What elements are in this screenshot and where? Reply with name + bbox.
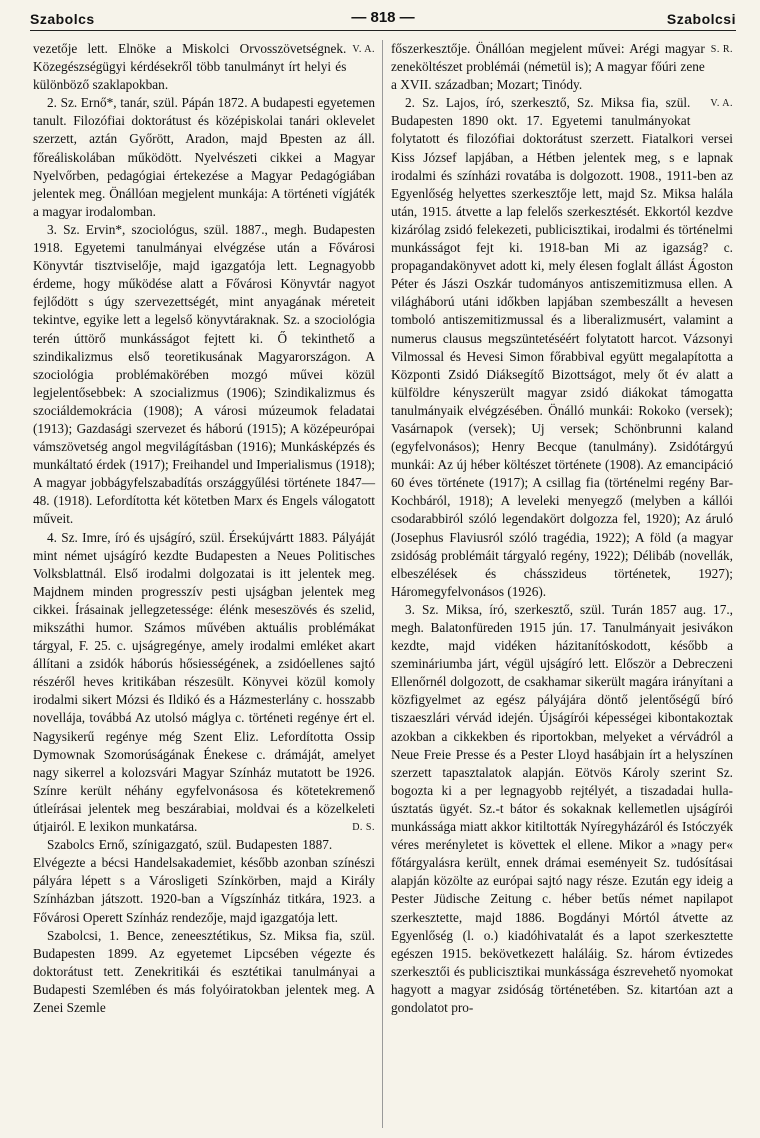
entry-szabolcsi-miksa: [391, 601, 733, 1017]
right-column: [391, 40, 733, 1017]
entry-szabolcs-erno-director: [33, 836, 375, 926]
running-head: [30, 8, 736, 31]
entry-szabolcsi-lajos: [391, 94, 733, 601]
header-left-headword: Szabolcs: [30, 11, 95, 27]
author-signature: V. A.: [352, 44, 375, 55]
entry-text: főszerkesztője. Önállóan megjelent művei: Arégi magyar zeneköltészet problémái (németül is); A magyar főúri zene a XVII. században; Mozart; Tinódy.: [391, 41, 705, 93]
entry-text: Szabolcs Ernő, színigazgató, szül. Budapesten 1887. Elvégezte a bécsi Handelsakademiet, később azonban színészi pályára lépett s a Városligeti Színkörben, majd a Király Színházban játszott. 1920-ban a Vígszínház titkára, 1923. a Fővárosi Operett Színház rendezője, majd igazgatója lett.: [33, 837, 375, 925]
page-number: — 818 —: [351, 9, 415, 26]
header-right-headword: Szabolcsi: [666, 11, 736, 27]
author-signature: S. R.: [710, 44, 733, 55]
author-signature: V. A.: [710, 98, 733, 110]
entry-text: 4. Sz. Imre, író és ujságíró, szül. Érsekújvártt 1883. Pályáját mint német ujságíró kezdte Budapesten a Neues Politisches Volksblattnál. Első irodalmi dolgozatai is itt jelentek meg. Majdnem minden progresszív pesti ujságban jelentek meg cikkei. Írásainak jellegzetessége: élénk meseszövés és szelid, mikszáthi humor. Számos művében aktuális problémákat tárgyal, F. 25. c. ujságregénye, amely irodalmi emléket akart állítani a zsidók háborús hősiességének, a zsidóellenes sajtó részéről heves kritikában részesült. Könyvei közül komoly irodalmi sikert Mózsi és Ildikó és a Házmesterlány c. hosszabb novellája, továbbá Az utolsó máglya c. történeti regénye ért el. Nagysikerű regénye még Szent Eliz. Lefordította Ossip Dymownak Szomorúságának Énekese c. drámáját, amelyet nagy sikerrel a kolozsvári Magyar Színház mutatott be 1926. Színre került néhány egyfelvonásosa és kötetekremenő útleírásai jelentek meg beszárabiai, moldvai és a közelkeleti útjairól. E lexikon munkatársa.: [33, 529, 375, 835]
entry-szabolcs-ervin: [33, 221, 375, 529]
entry-continuation: [33, 40, 375, 94]
entry-continuation: [391, 40, 733, 94]
entry-text: 2. Sz. Ernő*, tanár, szül. Pápán 1872. A budapesti egyetemen tanult. Filozófiai doktorátust és középiskolai tanári oklevelet szerzett, aztán Győrött, Aradon, majd Bpesten az áll. főreáliskolában működött. Nyelvészeti cikkei a Magyar Nyelvőrben, pedagógiai értekezése a Magyar Pedagógiában jelentek meg. Önállóan megjelent munkája: A történeti vígjáték a magyar irodalomban.: [33, 95, 375, 219]
entry-text: 2. Sz. Lajos, író, szerkesztő, Sz. Miksa fia, szül. Budapesten 1890 okt. 17. Egyetemi tanulmányokat folytatott és filozófiai doktorátust szerzett. Fiatalkori versei Kiss József lapjában, a Hétben jelentek meg, s e lapnak irodalmi és színházi rovatába is dolgozott. 1908., 1911-ben az Egyenlőség helyettes szerkesztője lett, majd Sz. Miksa halála után, 1915. átvette a lap felelős szerkesztését. Ekkortól kezdve kizárólag zsidó felekezeti, publicisztikai, irodalmi és történelmi munkásságot fejt ki. 1918-ban Mi az igazság? c. propagandakönyvet adott ki, mely élesen foglalt állást Ágoston Péter és Jászi Oszkár tudományos antiszemitizmusa ellen. A világháború utáni időkben lapjában szembeszállt a hevesen tomboló antiszemitizmussal és a liberalizmusért, valamint a numerus clausus megszüntetéséért folytatott harcot. Vázsonyi Vilmossal és Hevesi Simon főrabbival együtt megalapította a Központi Zsidó Diáksegítő Bizottságot, mely őt év alatt a külföldre kényszerült magyar zsidó diákokat támogatta tanulmányaik elvégzésében. Önálló munkái: Rokoko (versek); Vasárnapok (versek); Uj versek; Schönbrunni kaland (egyfelvonásos); Henry Becque (tanulmány). Zsidótárgyú munkái: Az új héber költészet története (1908). Az emancipáció 60 éves története (1917); A csillag fia (történelmi regény Bar-Kochbáról, 1918); A leveleki menyegző (melyben a kállói csodarabbiról szóló legendakört dolgozza fel, 1920); Az áruló (Josephus Flaviusról szóló tragédia, 1922); A föld (a magyar zsidóság problémáit tárgyaló regény, 1922); Délibáb (novellák, elbeszélések és chásszideus történetek, 1927); Háromegyfelvonásos (1926).: [391, 95, 733, 599]
author-signature: D. S.: [352, 822, 375, 834]
entry-szabolcsi-bence: [33, 927, 375, 1017]
entry-text: 3. Sz. Ervin*, szociológus, szül. 1887., megh. Budapesten 1918. Egyetemi tanulmányai elvégzése után a Fővárosi Könyvtár tisztviselője, majd igazgatója lett. Legnagyobb érdeme, hogy működése alatt a Fővárosi Könyvtár nagyot fejlődött s úgy szervezettségét, mint anyagának méreteit tekintve, egyike lett a legelső könyvtáraknak. Sz. a szociológia terén úttörő munkásságot fejtett ki. Ő tekinthető a szindikalizmus első teoretikusának Magyarországon. A szociológia problémakörében mozgó művei közül legjelentősebbek: A szocializmus (1906); Szindikalizmus és szociáldemokrácia (1908); A városi múzeumok feladatai (1913); Gazdasági szervezet és háború (1915); A középeurópai vámszövetség angol megvilágításban (1916); Munkásképzés és munkáltató érdek (1917); Freihandel und Imperialismus (1918); A magyar jobbágyfelszabadítás országgyűlési története 1847—48. (1918). Lefordította két kötetben Marx és Engels válogatott műveit.: [33, 221, 375, 527]
entry-text: 3. Sz. Miksa, író, szerkesztő, szül. Turán 1857 aug. 17., megh. Balatonfüreden 1915 jún. 17. Tanulmányait jesivákon kezdte, majd vidéken házitanítóskodott, később a szemináriumba járt, végül ujságíró lett. Először a Debreczeni Ellenőrnél dolgozott, de csakhamar sikerült magára irányítani a közfigyelmet az egész pályájára döntő jelentőségű bíró tiszaeszlári vérvád idején. Újságírói képességei kibontakoztak azokban a cikkekben és riportokban, melyeket a vérvádról a Neue Freie Presse és a Pester Lloyd hasábjain írt a helyszínen szerzett tapasztalatok alapján. Eötvös Károly szerint Sz. bogozta ki a per legnagyobb rejtélyét, a tiszadadai hulla-úsztatás ügyét. Sz.-t bátor és sokaknak kellemetlen ujságírói munkássága miatt akkor kitiltották Nyíregyházáról és Istóczyék véres merényletet is követtek el ellene. Mikor a »nagy per« főtárgyalásra került, ennek drámai eseményeit Sz. tudósításai alapján közölte az európai sajtó nagy része. Ezután egy ideig a Pester Jüdische Zeitung c. héber betűs német napilapot szerkesztette, majd 1886. Bogdányi Mórtól átvette az Egyenlőség (l. o.) kiadóhivatalát és a lapot szerkesztette egészen 1915. bekövetkezett haláláig. Sz. három évtizedes szerkesztői és publicisztikai munkássága észrevehető nyomokat hagyott a magyar zsidóság történetében. Sz. kitartóan azt a gondolatot pro-: [391, 601, 733, 1015]
entry-text: vezetője lett. Elnöke a Miskolci Orvosszövetségnek. Közegészségügyi kérdésekről több tanulmányt írt helyi és különböző szaklapokban.: [33, 41, 347, 93]
left-column: [33, 40, 375, 1017]
column-divider: [382, 40, 383, 1128]
entry-text: Szabolcsi, 1. Bence, zeneesztétikus, Sz. Miksa fia, szül. Budapesten 1899. Az egyetemet Lipcsében végezte és doktorátust tett. Zenekritikái és esztétikai tanulmányai a Budapesti Szemlében és más folyóiratokban jelentek meg. A Zenei Szemle: [33, 927, 375, 1015]
entry-szabolcs-imre: [33, 529, 375, 837]
entry-szabolcs-erno-2: [33, 94, 375, 221]
